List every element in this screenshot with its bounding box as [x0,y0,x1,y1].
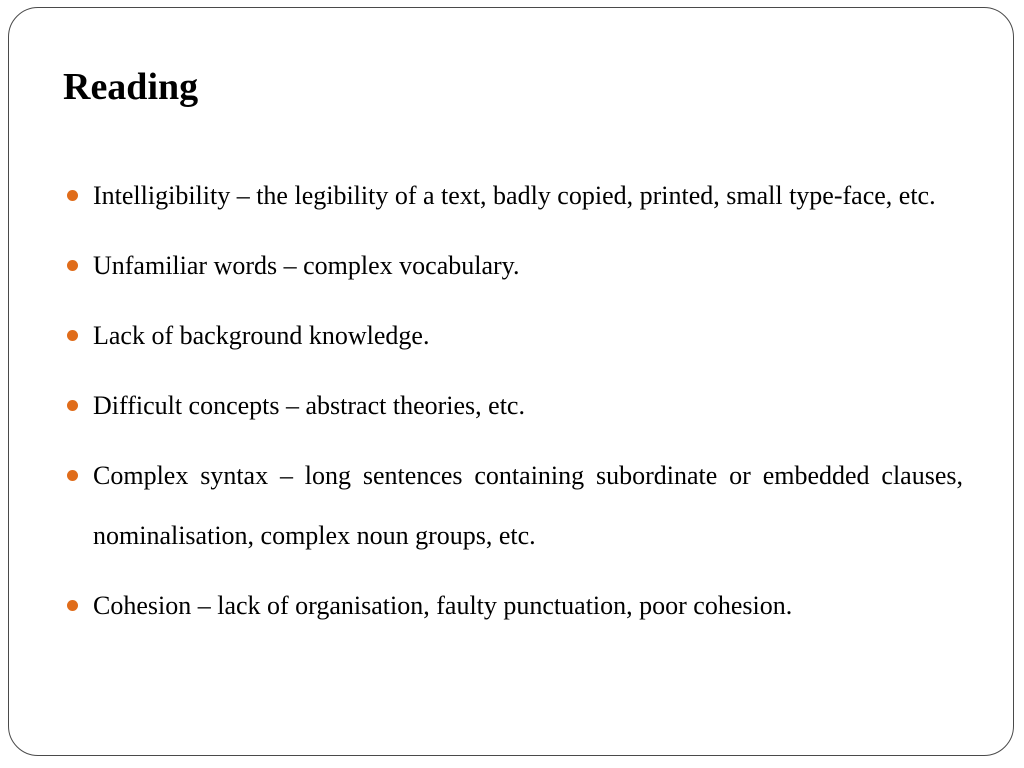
bullet-item-difficult-concepts [67,376,963,436]
bullet-dot-icon [67,190,78,201]
bullet-item-unfamiliar-words [67,236,963,296]
bullet-dot-icon [67,330,78,341]
bullet-text: Lack of background knowledge. [93,321,430,350]
bullet-item-background-knowledge [67,306,963,366]
bullet-list [67,166,963,646]
bullet-dot-icon [67,470,78,481]
bullet-dot-icon [67,600,78,611]
slide-frame [8,7,1014,756]
bullet-text: Complex syntax – long sentences containing subordinate or embedded clauses, nominalisation, complex noun groups, etc. [93,461,963,550]
bullet-text: Difficult concepts – abstract theories, etc. [93,391,525,420]
bullet-text: Intelligibility – the legibility of a text, badly copied, printed, small type-face, etc. [93,181,936,210]
bullet-dot-icon [67,260,78,271]
bullet-text: Unfamiliar words – complex vocabulary. [93,251,520,280]
slide-title: Reading [63,66,199,108]
bullet-text: Cohesion – lack of organisation, faulty punctuation, poor cohesion. [93,591,793,620]
bullet-item-intelligibility [67,166,963,226]
bullet-dot-icon [67,400,78,411]
bullet-item-complex-syntax [67,446,963,566]
bullet-item-cohesion [67,576,963,636]
